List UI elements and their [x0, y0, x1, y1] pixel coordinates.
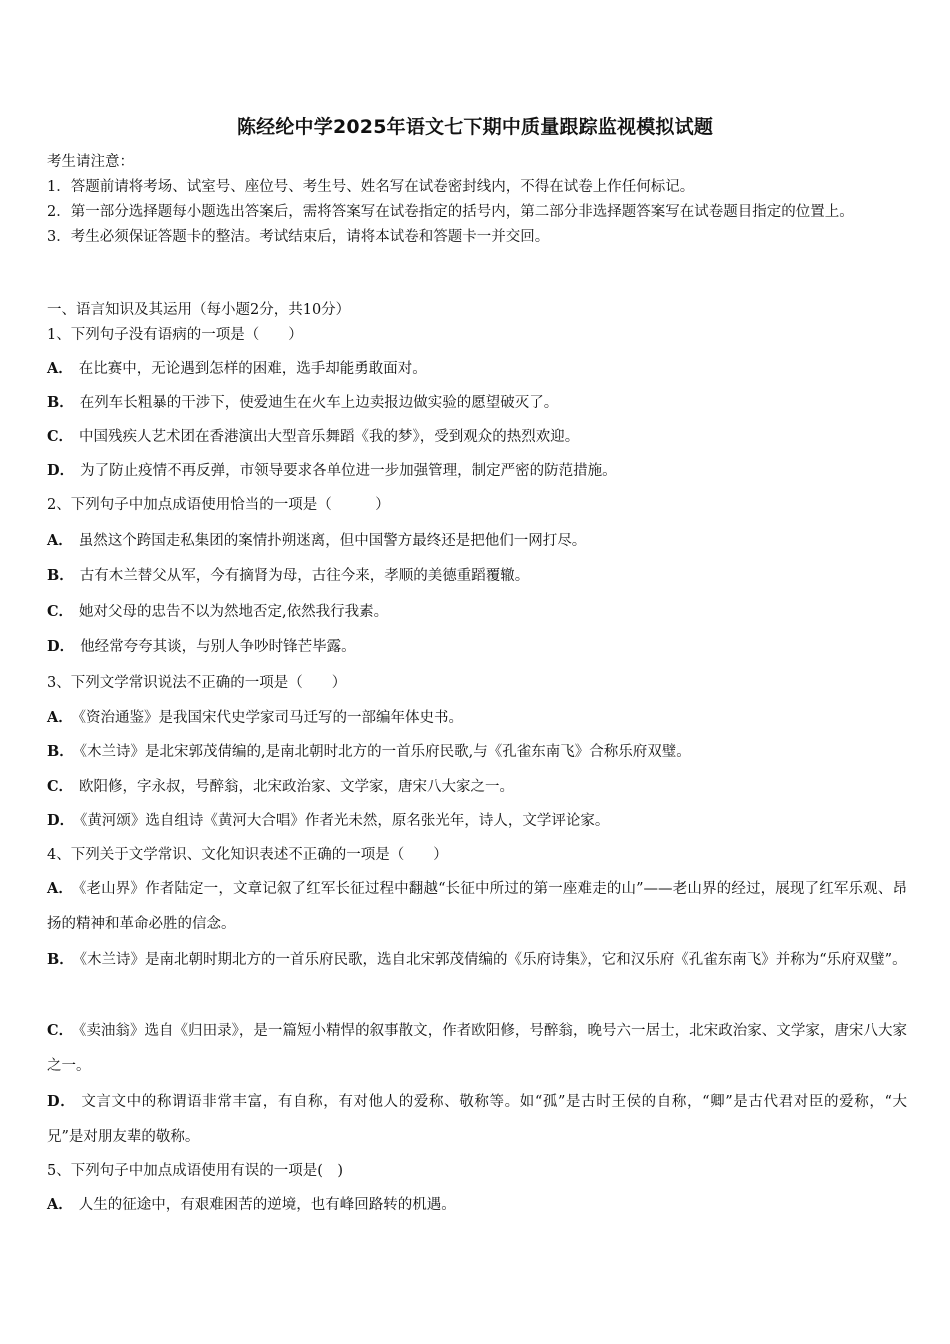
option-a: A． 在比赛中，无论遇到怎样的困难，选手却能勇敢面对。: [47, 360, 427, 377]
question-stem: 2、下列句子中加点成语使用恰当的一项是（ ）: [47, 497, 390, 513]
page-title: 陈经纶中学2025年语文七下期中质量跟踪监视模拟试题: [236, 116, 714, 138]
option-c: C． 她对父母的忠告不以为然地否定,依然我行我素。: [47, 603, 389, 620]
option-d: D． 文言文中的称谓语非常丰富，有自称，有对他人的爱称、敬称等。如“孤”是古时王侯的自称，“卿”是古代君对臣的爱称，“大兄”是对朋友辈的敬称。: [47, 1093, 907, 1145]
notice-item: 1．答题前请将考场、试室号、座位号、考生号、姓名写在试卷密封线内，不得在试卷上作任何标记。: [47, 179, 695, 195]
question-stem: 1、下列句子没有语病的一项是（ ）: [47, 327, 303, 343]
option-b: B． 《木兰诗》是北宋郭茂倩编的,是南北朝时北方的一首乐府民歌,与《孔雀东南飞》合称乐府双璧。: [47, 743, 691, 760]
option-c: C． 欧阳修，字永叔，号醉翁，北宋政治家、文学家，唐宋八大家之一。: [47, 778, 515, 795]
notice-heading: 考生请注意：: [47, 154, 134, 170]
option-a: A． 《资治通鉴》是我国宋代史学家司马迁写的一部编年体史书。: [47, 709, 464, 726]
section-heading: 一、语言知识及其运用（每小题2分，共10分）: [47, 302, 351, 318]
question-stem: 3、下列文学常识说法不正确的一项是（ ）: [47, 675, 347, 691]
question-stem: 5、下列句子中加点成语使用有误的一项是( ): [47, 1163, 344, 1179]
option-d: D． 《黄河颂》选自组诗《黄河大合唱》作者光未然，原名张光年，诗人，文学评论家。: [47, 812, 610, 829]
option-b: B． 古有木兰替父从军，今有摘肾为母，古往今来，孝顺的美德重蹈覆辙。: [47, 567, 530, 584]
option-d: D． 为了防止疫情不再反弹，市领导要求各单位进一步加强管理，制定严密的防范措施。: [47, 462, 617, 479]
option-a: A． 人生的征途中，有艰难困苦的逆境，也有峰回路转的机遇。: [47, 1196, 456, 1213]
notice-item: 3．考生必须保证答题卡的整洁。考试结束后，请将本试卷和答题卡一并交回。: [47, 229, 550, 245]
option-b: B． 《木兰诗》是南北朝时期北方的一首乐府民歌，选自北宋郭茂倩编的《乐府诗集》，它和汉乐府《孔雀东南飞》并称为“乐府双璧”。: [47, 951, 907, 968]
option-a: A． 《老山界》作者陆定一，文章记叙了红军长征过程中翻越“长征中所过的第一座难走的山”——老山界的经过，展现了红军乐观、昂扬的精神和革命必胜的信念。: [47, 880, 907, 932]
option-b: B． 在列车长粗暴的干涉下，使爱迪生在火车上边卖报边做实验的愿望破灭了。: [47, 394, 559, 411]
notice-item: 2．第一部分选择题每小题选出答案后，需将答案写在试卷指定的括号内，第二部分非选择题答案写在试卷题目指定的位置上。: [47, 204, 854, 220]
question-stem: 4、下列关于文学常识、文化知识表述不正确的一项是（ ）: [47, 847, 448, 863]
option-d: D． 他经常夸夸其谈，与别人争吵时锋芒毕露。: [47, 638, 356, 655]
option-c: C． 《卖油翁》选自《归田录》，是一篇短小精悍的叙事散文，作者欧阳修，号醉翁，晚号六一居士，北宋政治家、文学家，唐宋八大家之一。: [47, 1022, 907, 1074]
notice-block: [47, 150, 907, 250]
option-a: A． 虽然这个跨国走私集团的案情扑朔迷离，但中国警方最终还是把他们一网打尽。: [47, 532, 587, 549]
option-c: C． 中国残疾人艺术团在香港演出大型音乐舞蹈《我的梦》，受到观众的热烈欢迎。: [47, 428, 580, 445]
